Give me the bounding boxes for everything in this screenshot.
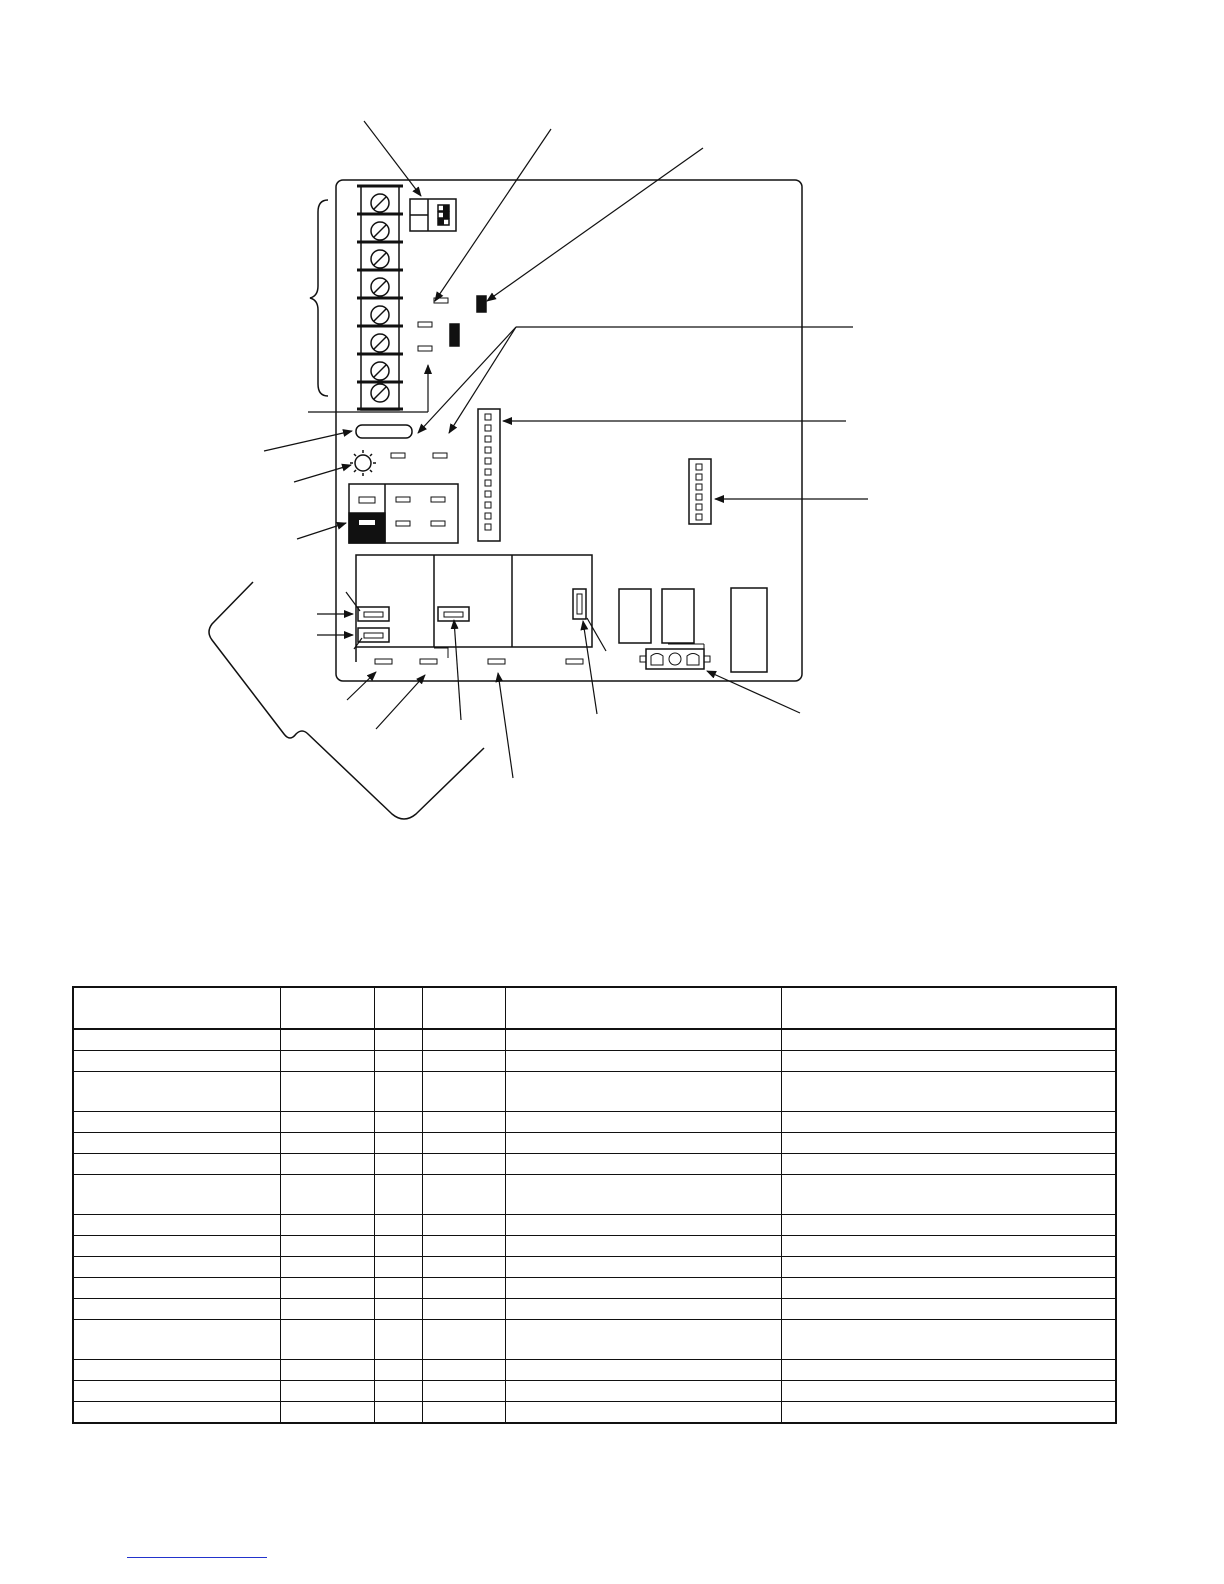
- table-cell: [505, 1360, 781, 1381]
- table-row: [73, 1402, 1116, 1424]
- circuit-board-outline: [336, 180, 802, 681]
- table-row: [73, 1360, 1116, 1381]
- table-row: [73, 1215, 1116, 1236]
- table-cell: [73, 1175, 280, 1215]
- table-cell: [505, 1175, 781, 1215]
- table-cell: [280, 1381, 374, 1402]
- table-cell: [280, 1215, 374, 1236]
- table-cell: [280, 1051, 374, 1072]
- table-cell: [422, 1236, 505, 1257]
- table-cell: [781, 1175, 1116, 1215]
- table-cell: [781, 1360, 1116, 1381]
- table-cell: [505, 1320, 781, 1360]
- callout-leader-lines: [264, 121, 868, 778]
- table-cell: [73, 1278, 280, 1299]
- table-cell: [280, 1154, 374, 1175]
- table-cell: [73, 1029, 280, 1051]
- pad: [433, 453, 447, 458]
- table-cell: [73, 1112, 280, 1133]
- table-cell: [374, 1133, 422, 1154]
- table-cell: [505, 1299, 781, 1320]
- table-cell: [422, 1051, 505, 1072]
- pad: [420, 659, 437, 664]
- column-header: [422, 987, 505, 1029]
- table-cell: [280, 1257, 374, 1278]
- table-cell: [374, 1278, 422, 1299]
- table-cell: [73, 1402, 280, 1424]
- table-cell: [73, 1299, 280, 1320]
- table-row: [73, 1257, 1116, 1278]
- table-cell: [73, 1072, 280, 1112]
- column-header: [73, 987, 280, 1029]
- table-cell: [280, 1072, 374, 1112]
- fuse: [356, 425, 412, 438]
- table-row: [73, 1278, 1116, 1299]
- table-cell: [280, 1402, 374, 1424]
- capacitor: [619, 589, 651, 643]
- table-cell: [374, 1175, 422, 1215]
- table-cell: [505, 1236, 781, 1257]
- table-cell: [505, 1072, 781, 1112]
- pad: [418, 322, 432, 327]
- table-cell: [781, 1299, 1116, 1320]
- pad: [488, 659, 505, 664]
- connector-6-pin: [689, 459, 711, 524]
- table-cell: [781, 1278, 1116, 1299]
- table-cell: [422, 1133, 505, 1154]
- table-cell: [422, 1278, 505, 1299]
- table-cell: [73, 1133, 280, 1154]
- table-cell: [505, 1257, 781, 1278]
- table-cell: [505, 1278, 781, 1299]
- table-cell: [505, 1402, 781, 1424]
- table-cell: [374, 1154, 422, 1175]
- table-header-row: [73, 987, 1116, 1029]
- terminal-block: [357, 186, 403, 410]
- connector-11-pin: [478, 409, 500, 541]
- column-header: [280, 987, 374, 1029]
- column-header: [781, 987, 1116, 1029]
- footer-link-underline[interactable]: [127, 1557, 267, 1558]
- table-cell: [781, 1133, 1116, 1154]
- led-icon: [350, 450, 376, 476]
- table-row: [73, 1381, 1116, 1402]
- table-cell: [781, 1236, 1116, 1257]
- table-cell: [422, 1360, 505, 1381]
- column-header: [374, 987, 422, 1029]
- table-cell: [73, 1257, 280, 1278]
- table-cell: [505, 1154, 781, 1175]
- component-dark: [477, 296, 486, 312]
- transformer: [731, 588, 767, 672]
- table-cell: [422, 1112, 505, 1133]
- table-row: [73, 1320, 1116, 1360]
- relay-terminal-brace: [209, 582, 484, 819]
- table-cell: [374, 1402, 422, 1424]
- table-cell: [422, 1175, 505, 1215]
- capacitor: [662, 589, 694, 643]
- table-cell: [73, 1381, 280, 1402]
- quick-connect-terminal: [358, 628, 389, 642]
- table-cell: [781, 1320, 1116, 1360]
- table-cell: [73, 1051, 280, 1072]
- table-cell: [422, 1215, 505, 1236]
- pad: [391, 453, 405, 458]
- table-row: [73, 1029, 1116, 1051]
- component-dark: [450, 324, 459, 346]
- power-plug: [640, 644, 710, 669]
- table-cell: [280, 1278, 374, 1299]
- table-cell: [73, 1215, 280, 1236]
- table-cell: [374, 1381, 422, 1402]
- table-cell: [374, 1236, 422, 1257]
- table-cell: [374, 1072, 422, 1112]
- table-row: [73, 1175, 1116, 1215]
- column-header: [505, 987, 781, 1029]
- table-cell: [781, 1402, 1116, 1424]
- pad: [375, 659, 392, 664]
- table-cell: [505, 1215, 781, 1236]
- table-row: [73, 1236, 1116, 1257]
- table-cell: [422, 1257, 505, 1278]
- pad: [566, 659, 583, 664]
- table-cell: [505, 1029, 781, 1051]
- table-cell: [781, 1072, 1116, 1112]
- table-cell: [505, 1051, 781, 1072]
- table-cell: [374, 1299, 422, 1320]
- table-cell: [280, 1112, 374, 1133]
- table-cell: [781, 1051, 1116, 1072]
- table-cell: [505, 1112, 781, 1133]
- table-cell: [374, 1257, 422, 1278]
- table-cell: [781, 1112, 1116, 1133]
- quick-connect-terminal: [358, 607, 389, 621]
- table-cell: [505, 1133, 781, 1154]
- table-cell: [280, 1175, 374, 1215]
- table-cell: [73, 1236, 280, 1257]
- table-cell: [422, 1072, 505, 1112]
- table-cell: [73, 1320, 280, 1360]
- table-cell: [422, 1029, 505, 1051]
- table-cell: [280, 1299, 374, 1320]
- table-row: [73, 1133, 1116, 1154]
- table-row: [73, 1299, 1116, 1320]
- table-cell: [374, 1215, 422, 1236]
- table-cell: [422, 1299, 505, 1320]
- table-cell: [73, 1154, 280, 1175]
- table-row: [73, 1072, 1116, 1112]
- table-cell: [781, 1215, 1116, 1236]
- table-row: [73, 1112, 1116, 1133]
- relay-bank: [356, 555, 592, 662]
- table-cell: [422, 1154, 505, 1175]
- table-cell: [505, 1381, 781, 1402]
- terminal-brace: [310, 200, 328, 396]
- table-cell: [280, 1133, 374, 1154]
- table-cell: [781, 1154, 1116, 1175]
- table-cell: [781, 1381, 1116, 1402]
- table-cell: [374, 1112, 422, 1133]
- dip-switch: [410, 199, 456, 231]
- table-row: [73, 1051, 1116, 1072]
- table-cell: [374, 1029, 422, 1051]
- table-cell: [374, 1051, 422, 1072]
- specification-table: [72, 986, 1117, 1424]
- table-cell: [422, 1402, 505, 1424]
- pad: [418, 346, 432, 351]
- table-cell: [781, 1257, 1116, 1278]
- table-cell: [280, 1029, 374, 1051]
- table-cell: [374, 1320, 422, 1360]
- table-cell: [280, 1320, 374, 1360]
- table-row: [73, 1154, 1116, 1175]
- table-cell: [374, 1360, 422, 1381]
- table-cell: [422, 1320, 505, 1360]
- table-cell: [781, 1029, 1116, 1051]
- table-cell: [73, 1360, 280, 1381]
- table-cell: [280, 1360, 374, 1381]
- quick-connect-terminal: [438, 607, 469, 621]
- table-cell: [422, 1381, 505, 1402]
- table-cell: [280, 1236, 374, 1257]
